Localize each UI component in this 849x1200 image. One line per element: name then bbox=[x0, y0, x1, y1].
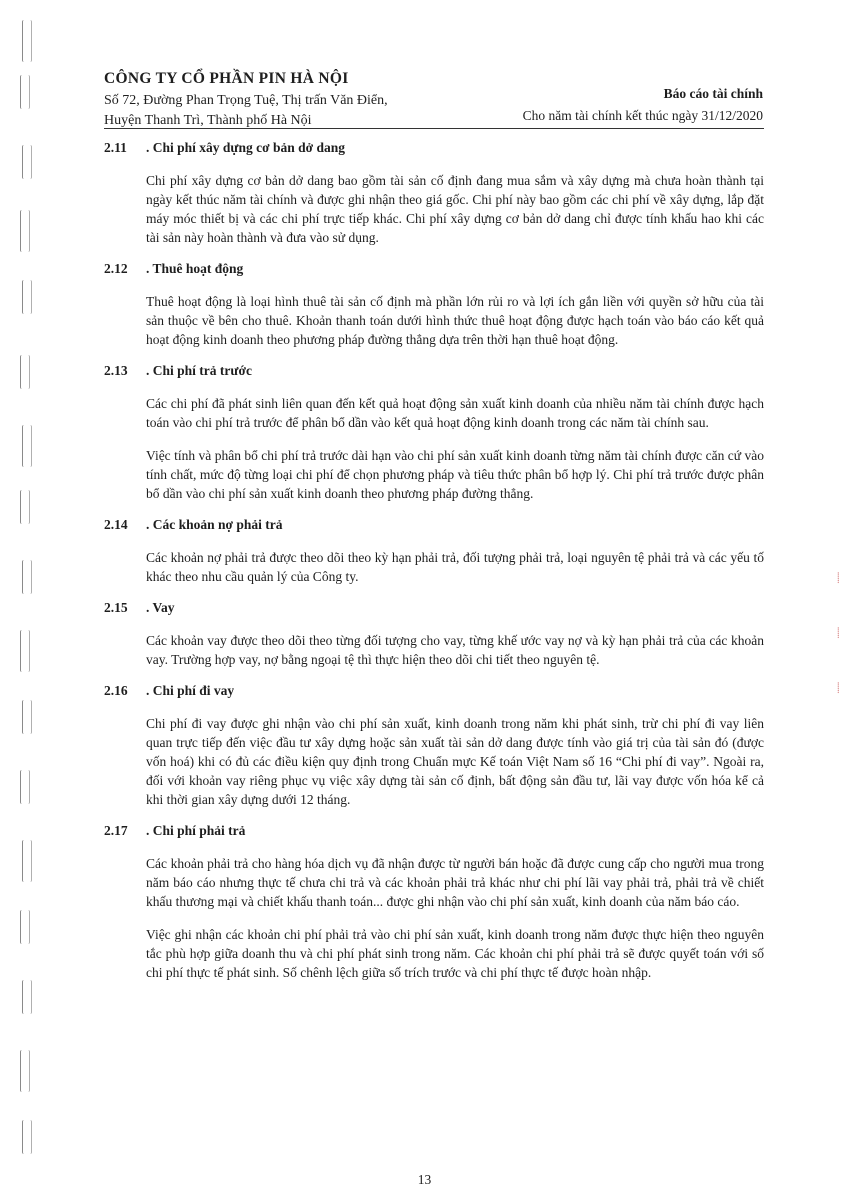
binding-mark bbox=[20, 75, 30, 109]
binding-mark bbox=[22, 145, 32, 179]
section-number: 2.16 bbox=[104, 683, 128, 698]
section-title: . Chi phí trả trước bbox=[146, 363, 252, 378]
binding-mark bbox=[22, 280, 32, 314]
section-2-14 bbox=[104, 517, 764, 586]
section-title: . Các khoản nợ phải trả bbox=[146, 517, 283, 532]
body-paragraph: Các khoản vay được theo dõi theo từng đối tượng cho vay, từng khế ước vay nợ và kỳ hạn phải trả của các khoản vay. Trường hợp vay, nợ bằng ngoại tệ thì thực hiện theo dõi chi tiết theo nguyên tệ. bbox=[146, 633, 764, 667]
binding-mark bbox=[20, 910, 30, 944]
binding-mark bbox=[22, 425, 32, 467]
section-heading bbox=[104, 683, 764, 699]
section-title: . Vay bbox=[146, 600, 175, 615]
section-2-13 bbox=[104, 363, 764, 503]
section-number: 2.14 bbox=[104, 517, 128, 532]
section-number: 2.15 bbox=[104, 600, 128, 615]
section-heading bbox=[104, 517, 764, 533]
body-paragraph: Chi phí xây dựng cơ bản dở dang bao gồm tài sản cố định đang mua sắm và xây dựng mà chưa hoàn thành tại ngày kết thúc năm tài chính và được ghi nhận theo giá gốc. Chi phí này bao gồm các chi phí về xây dựng, lắp đặt máy móc thiết bị và các chi phí trực tiếp khác. Chi phí xây dựng cơ bản dở dang chỉ được tính khấu hao khi các tài sản này hoàn thành và đưa vào sử dụng. bbox=[146, 173, 764, 245]
body-paragraph: Thuê hoạt động là loại hình thuê tài sản cố định mà phần lớn rủi ro và lợi ích gắn liền với quyền sở hữu của tài sản thuộc về bên cho thuê. Khoản thanh toán dưới hình thức thuê hoạt động được hạch toán vào báo cáo kết quả hoạt động kinh doanh theo phương pháp đường thẳng dựa trên thời hạn thuê hoạt động. bbox=[146, 294, 764, 347]
section-heading bbox=[104, 261, 764, 277]
binding-mark bbox=[22, 700, 32, 734]
body-paragraph: Các chi phí đã phát sinh liên quan đến kết quả hoạt động sản xuất kinh doanh của nhiều năm tài chính được hạch toán vào chi phí trả trước để phân bổ dần vào kết quả hoạt động kinh doanh trong các năm tài chính sau. bbox=[146, 396, 764, 430]
section-heading bbox=[104, 823, 764, 839]
binding-mark bbox=[22, 20, 32, 62]
page-number: 13 bbox=[417, 1172, 432, 1187]
binding-mark bbox=[20, 770, 30, 804]
body-paragraph: Việc ghi nhận các khoản chi phí phải trả vào chi phí sản xuất, kinh doanh trong năm được thực hiện theo nguyên tắc phù hợp giữa doanh thu và chi phí phát sinh trong năm. Các khoản chi phí phải trả sẽ được quyết toán với số chi phí thực tế phát sinh. Số chênh lệch giữa số trích trước và chi phí thực tế được hoàn nhập. bbox=[146, 927, 764, 980]
section-number: 2.17 bbox=[104, 823, 128, 838]
binding-mark bbox=[20, 1050, 30, 1092]
binding-mark bbox=[20, 490, 30, 524]
section-2-11 bbox=[104, 140, 764, 247]
header-rule bbox=[104, 128, 764, 129]
report-period: Cho năm tài chính kết thúc ngày 31/12/2020 bbox=[522, 108, 763, 123]
section-heading bbox=[104, 363, 764, 379]
section-2-16 bbox=[104, 683, 764, 809]
report-title: Báo cáo tài chính bbox=[663, 86, 763, 101]
body-paragraph: Việc tính và phân bổ chi phí trả trước dài hạn vào chi phí sản xuất kinh doanh từng năm tài chính được căn cứ vào tính chất, mức độ từng loại chi phí để chọn phương pháp và tiêu thức phân bổ hợp lý. Chi phí trả trước được phân bổ dần vào chi phí sản xuất kinh doanh theo phương pháp đường thẳng. bbox=[146, 448, 764, 501]
body-paragraph: Chi phí đi vay được ghi nhận vào chi phí sản xuất, kinh doanh trong năm khi phát sinh, trừ chi phí đi vay liên quan trực tiếp đến việc đầu tư xây dựng hoặc sản xuất tài sản dở dang được tính vào giá trị của tài sản đó (được vốn hoá) khi có đủ các điều kiện quy định trong Chuẩn mực Kế toán Việt Nam số 16 “Chi phí đi vay”. Ngoài ra, đối với khoản vay riêng phục vụ việc xây dựng tài sản cố định, bất động sản đầu tư, lãi vay được vốn hóa kể cả khi thời gian xây dựng dưới 12 tháng. bbox=[146, 716, 764, 807]
company-address-line1: Số 72, Đường Phan Trọng Tuệ, Thị trấn Văn Điển, bbox=[104, 93, 388, 108]
section-number: 2.13 bbox=[104, 363, 128, 378]
section-title: . Chi phí xây dựng cơ bản dở dang bbox=[146, 140, 345, 155]
binding-mark bbox=[22, 980, 32, 1014]
section-title: . Chi phí phải trả bbox=[146, 823, 246, 838]
binding-margin bbox=[14, 20, 38, 1195]
binding-mark bbox=[20, 630, 30, 672]
section-2-12 bbox=[104, 261, 764, 349]
body-paragraph: Các khoản nợ phải trả được theo dõi theo kỳ hạn phải trả, đối tượng phải trả, loại nguyên tệ phải trả và các yếu tố khác theo nhu cầu quản lý của Công ty. bbox=[146, 550, 764, 584]
binding-mark bbox=[22, 1120, 32, 1154]
section-2-17 bbox=[104, 823, 764, 982]
section-title: . Thuê hoạt động bbox=[146, 261, 244, 276]
binding-mark bbox=[22, 560, 32, 594]
company-name: CÔNG TY CỔ PHẦN PIN HÀ NỘI bbox=[104, 70, 349, 87]
binding-mark bbox=[20, 210, 30, 252]
section-heading bbox=[104, 140, 764, 156]
binding-mark bbox=[22, 840, 32, 882]
document-body bbox=[104, 140, 764, 996]
section-2-15 bbox=[104, 600, 764, 669]
company-address-line2: Huyện Thanh Trì, Thành phố Hà Nội bbox=[104, 113, 312, 128]
section-number: 2.11 bbox=[104, 140, 127, 155]
section-number: 2.12 bbox=[104, 261, 128, 276]
section-title: . Chi phí đi vay bbox=[146, 683, 235, 698]
binding-mark bbox=[20, 355, 30, 389]
body-paragraph: Các khoản phải trả cho hàng hóa dịch vụ đã nhận được từ người bán hoặc đã được cung cấp cho người mua trong năm báo cáo nhưng thực tế chưa chi trả và các khoản phải trả khác như chi phí lãi vay phải trả, phải trả về chiết khấu thương mại và chiết khấu thanh toán... được ghi nhận vào chi phí sản xuất, kinh doanh của năm báo cáo. bbox=[146, 856, 764, 909]
section-heading bbox=[104, 600, 764, 616]
